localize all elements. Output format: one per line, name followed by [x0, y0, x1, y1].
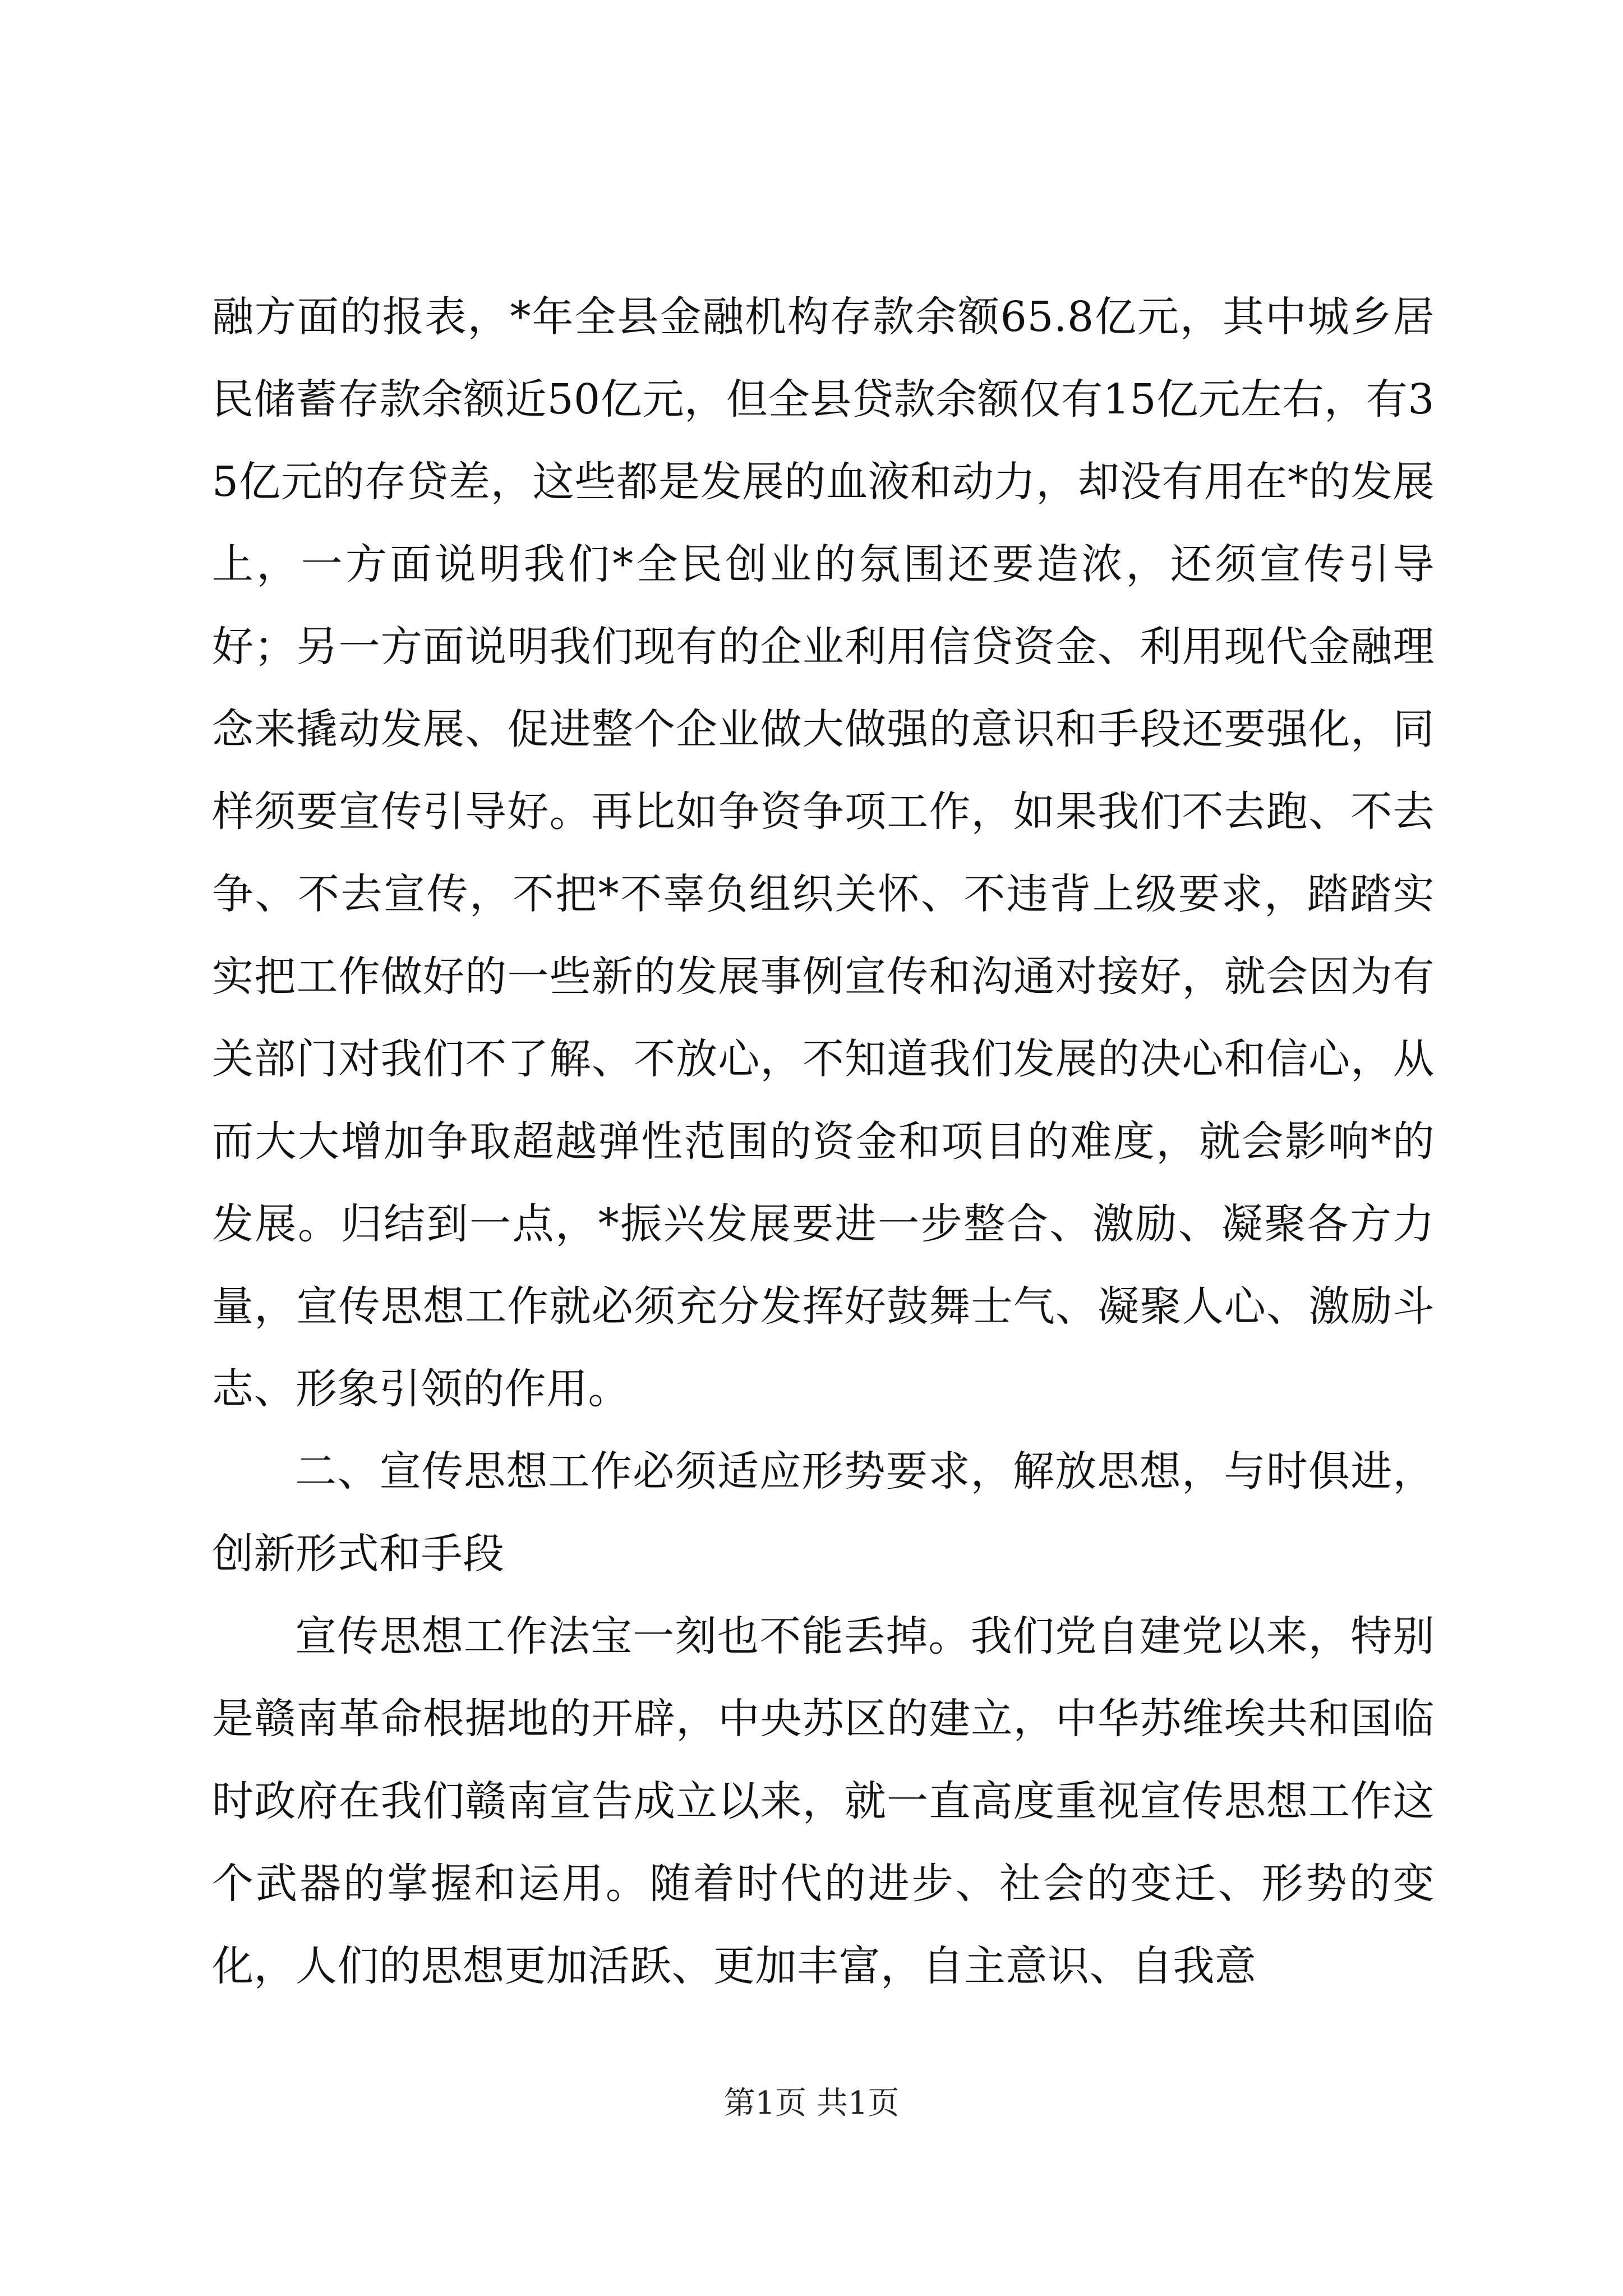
paragraph-1: 融方面的报表，*年全县金融机构存款余额65.8亿元，其中城乡居民储蓄存款余额近50亿元，但全县贷款余额仅有15亿元左右，有35亿元的存贷差，这些都是发展的血液和动力，却没有用在*的发展上，一方面说明我们*全民创业的氛围还要造浓，还须宣传引导好；另一方面说明我们现有的企业利用信贷资金、利用现代金融理念来撬动发展、促进整个企业做大做强的意识和手段还要强化，同样须要宣传引导好。再比如争资争项工作，如果我们不去跑、不去争、不去宣传，不把*不辜负组织关怀、不违背上级要求，踏踏实实把工作做好的一些新的发展事例宣传和沟通对接好，就会因为有关部门对我们不了解、不放心，不知道我们发展的决心和信心，从而大大增加争取超越弹性范围的资金和项目的难度，就会影响*的发展。归结到一点，*振兴发展要进一步整合、激励、凝聚各方力量，宣传思想工作就必须充分发挥好鼓舞士气、凝聚人心、激励斗志、形象引领的作用。 [212, 293, 1435, 1413]
body-text [212, 276, 1435, 2008]
paragraph-3: 宣传思想工作法宝一刻也不能丢掉。我们党自建党以来，特别是赣南革命根据地的开辟，中央苏区的建立，中华苏维埃共和国临时政府在我们赣南宣告成立以来，就一直高度重视宣传思想工作这个武器的掌握和运用。随着时代的进步、社会的变迁、形势的变化，人们的思想更加活跃、更加丰富，自主意识、自我意 [212, 1612, 1435, 1990]
section-heading: 二、宣传思想工作必须适应形势要求，解放思想，与时俱进，创新形式和手段 [212, 1447, 1435, 1578]
page-footer: 第1页 共1页 [723, 2085, 900, 2122]
